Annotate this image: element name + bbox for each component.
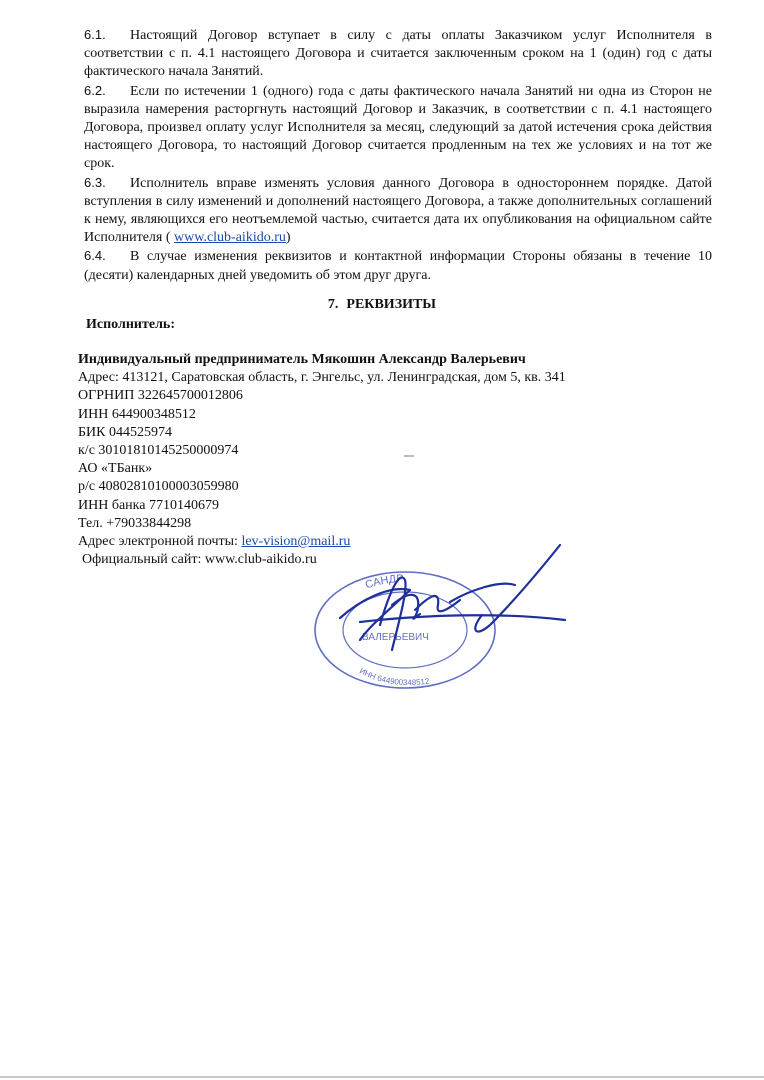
executor-bank: АО «ТБанк»: [78, 461, 153, 477]
executor-bik: БИК 044525974: [78, 424, 172, 440]
executor-ks: к/с 30101810145250000974: [78, 443, 239, 459]
clause-6-2: [84, 82, 712, 174]
executor-inn: ИНН 644900348512: [78, 406, 196, 422]
executor-bank-inn: ИНН банка 7710140679: [78, 497, 219, 513]
clause-6-3: [84, 174, 712, 248]
clause-text: Исполнитель вправе изменять условия данного Договора в одностороннем порядке. Датой вступления в силу изменений и дополнений настоящего Договора, а также дополнительных соглашений к нему, являющихся его неотъемлемой частью, считается дата их опубликования на официальном сайте Исполнителя (: [84, 175, 712, 246]
clause-number: 6.4.: [84, 248, 106, 264]
clause-number: 6.1.: [84, 27, 106, 42]
email-link[interactable]: lev-vision@mail.ru: [241, 534, 351, 550]
executor-site: Официальный сайт: www.club-aikido.ru: [82, 552, 317, 568]
scan-speck: [404, 455, 414, 457]
clause-text: Настоящий Договор вступает в силу с даты оплаты Заказчиком услуг Исполнителя в соответствии с п. 4.1 настоящего Договора и считается заключенным сроком на 1 (один) год с даты фактического начала Занятий.: [84, 28, 712, 80]
stamp-and-signature: [300, 530, 590, 710]
executor-address: Адрес: 413121, Саратовская область, г. Энгельс, ул. Ленинградская, дом 5, кв. 341: [78, 370, 566, 386]
stamp-text-mid: ВАЛЕРЬЕВИЧ: [362, 632, 429, 643]
section-title: [0, 297, 764, 313]
clause-number: 6.2.: [84, 82, 106, 98]
executor-ogrnip: ОГРНИП 322645700012806: [78, 388, 243, 404]
clause-6-1: [84, 26, 712, 82]
section-title-text: РЕКВИЗИТЫ: [346, 297, 437, 312]
executor-phone: Тел. +79033844298: [78, 515, 192, 531]
executor-rs: р/с 40802810100003059980: [78, 479, 239, 495]
scan-bottom-edge: [0, 1076, 764, 1078]
clause-text: В случае изменения реквизитов и контактной информации Стороны обязаны в течение 10 (десяти) календарных дней уведомить об этом друг друга.: [84, 249, 712, 283]
email-label: Адрес электронной почты:: [78, 534, 242, 550]
stamp-text-bottom: ИНН 644900348512: [357, 666, 430, 688]
contract-clauses: [84, 26, 712, 285]
section-number: 7.: [327, 297, 339, 312]
stamp-text-top: САНДР: [363, 572, 404, 592]
official-site-link[interactable]: www.club-aikido.ru: [174, 230, 286, 246]
clause-6-4: [84, 247, 712, 284]
clause-number: 6.3.: [84, 174, 106, 190]
executor-name: Индивидуальный предприниматель Мякошин Александр Валерьевич: [78, 352, 526, 367]
signature-stamp-graphic: [300, 530, 590, 710]
clause-text: Если по истечении 1 (одного) года с даты фактического начала Занятий ни одна из Сторон не выразила намерения расторгнуть настоящий Договор и Заказчик, в соответствии с п. 4.1 настоящего Договора, произвел оплату услуг Исполнителя за месяц, следующий за датой истечения срока действия настоящего Договора, то настоящий Договор считается продленным на тех же условиях и на тот же срок.: [84, 83, 712, 172]
executor-label: Исполнитель:: [86, 317, 175, 332]
clause-text-after: ): [285, 230, 291, 246]
